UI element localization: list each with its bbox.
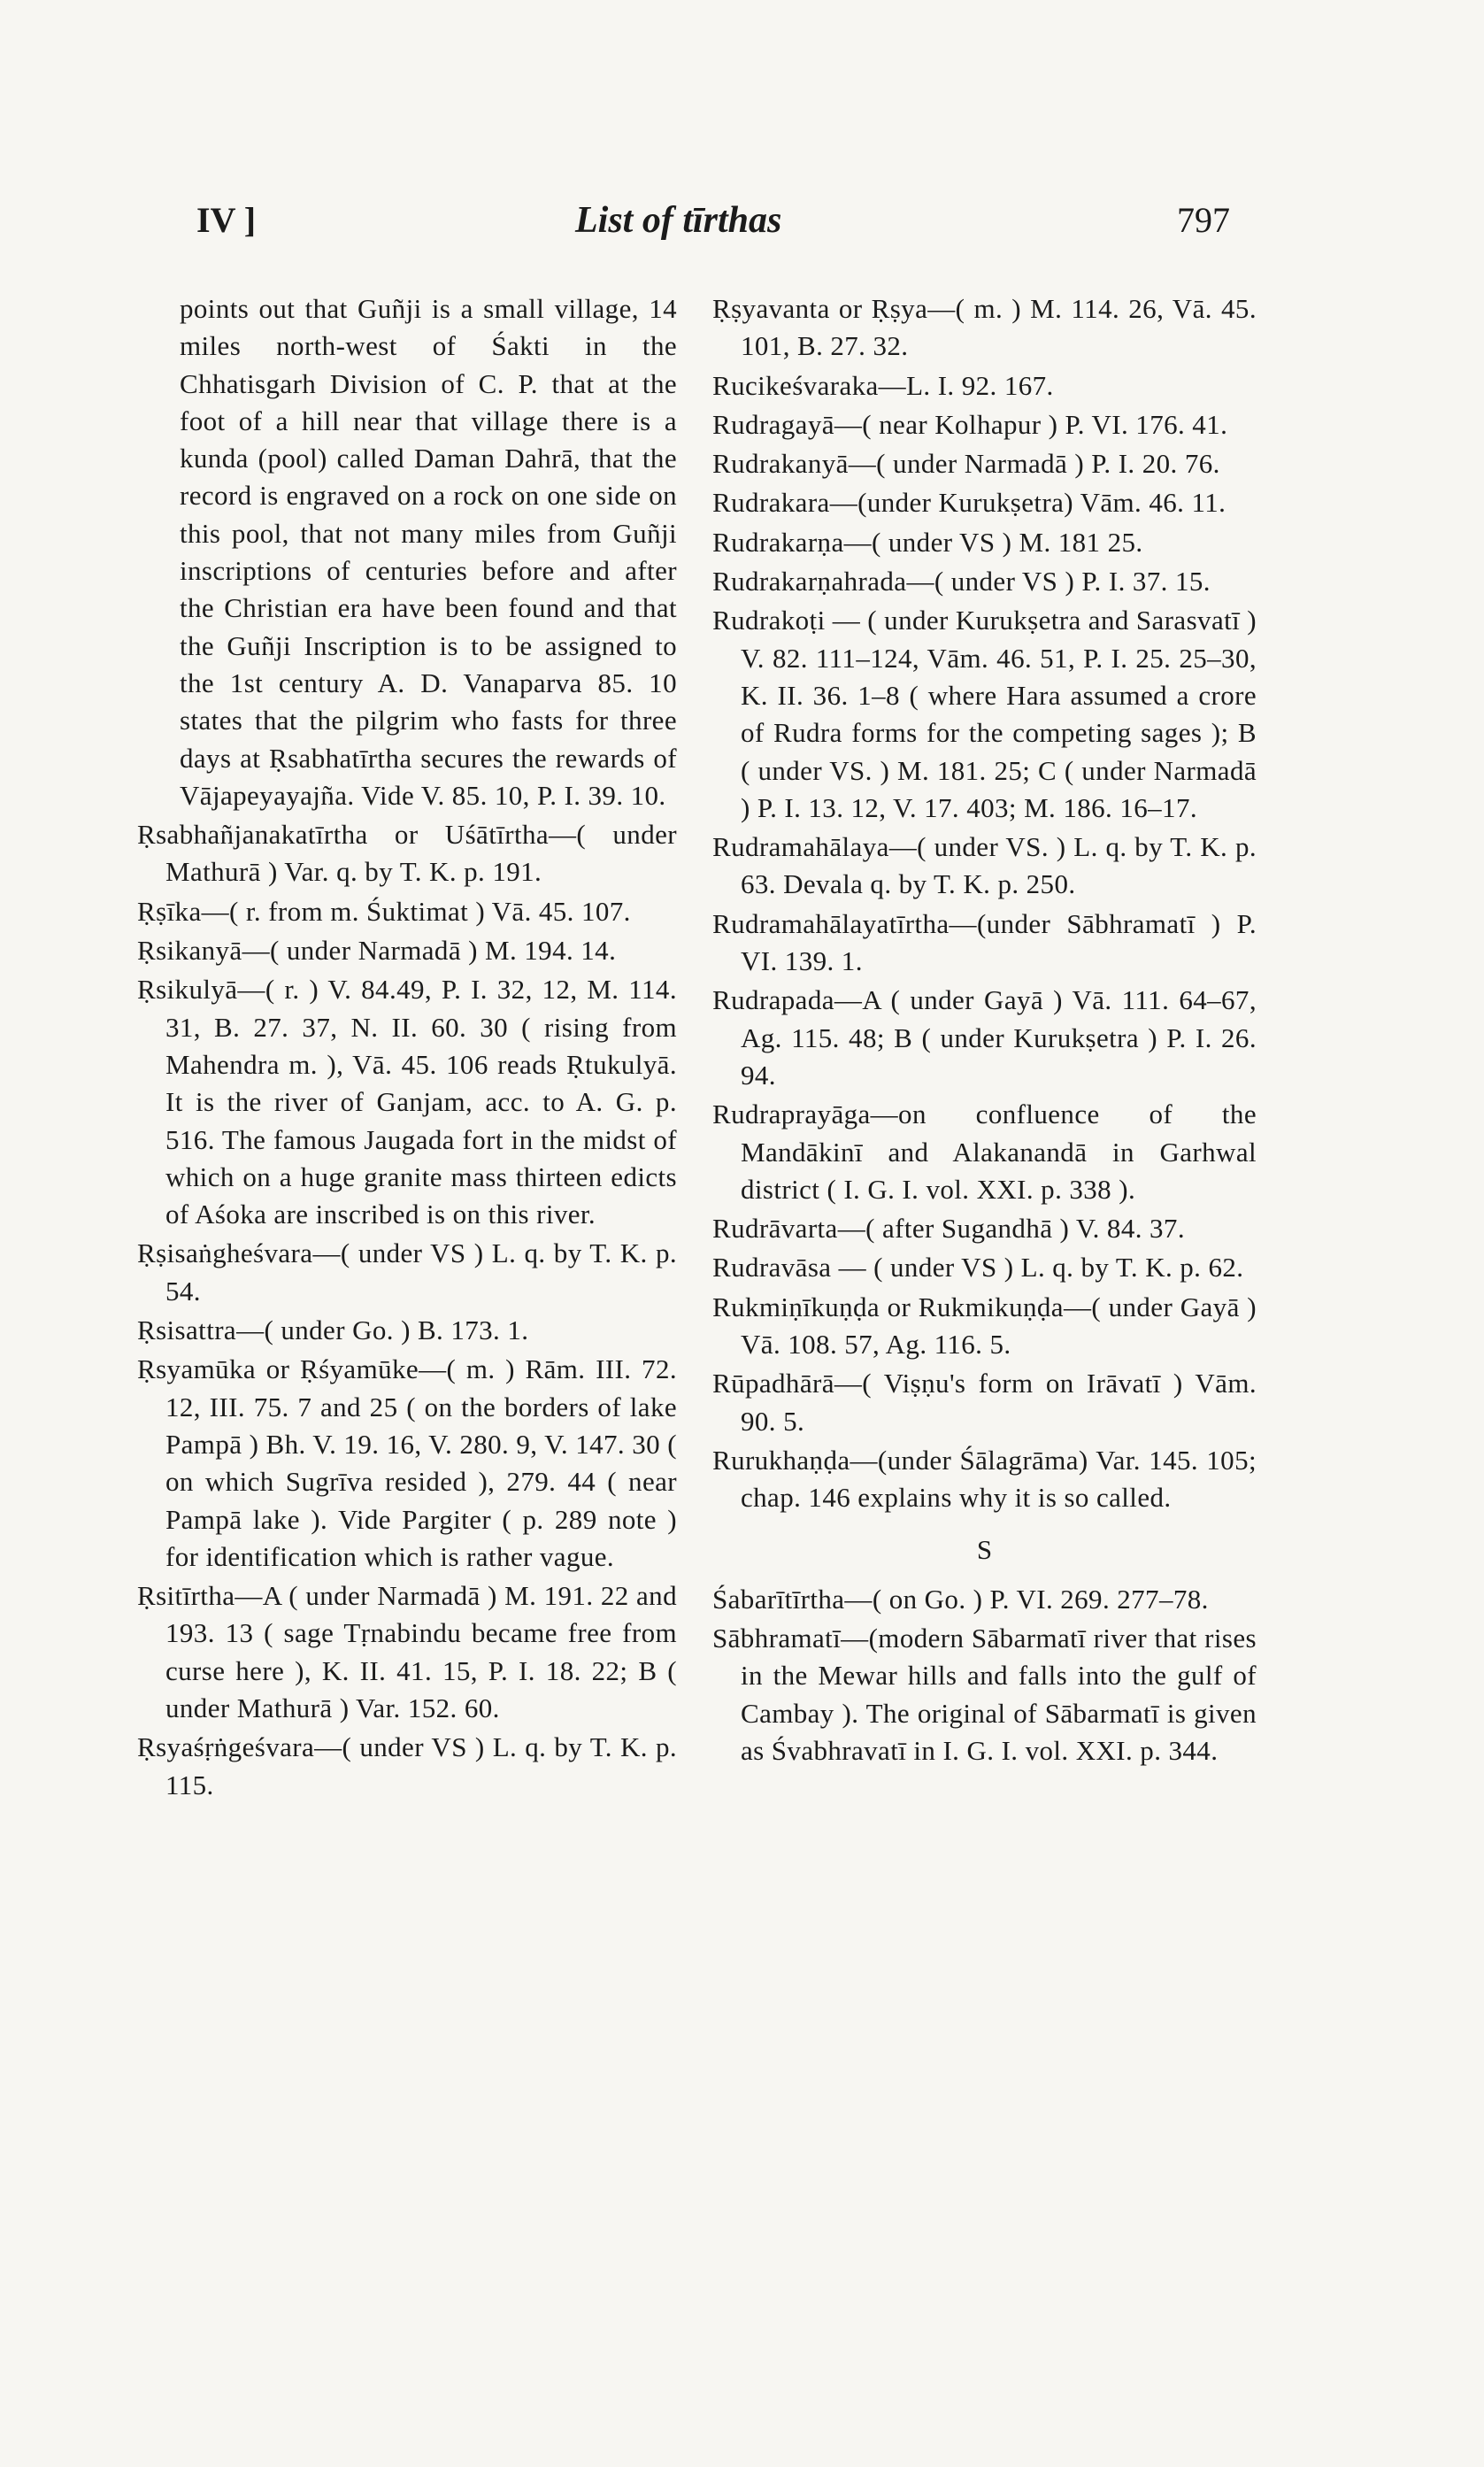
entry: Ṛṣisaṅgheśvara—( under VS ) L. q. by T. K. p. 54. [137,1237,677,1307]
entry: Rurukhaṇḍa—(under Śālagrāma) Var. 145. 105; chap. 146 explains why it is so called. [712,1444,1257,1514]
entry: Rudrakoṭi — ( under Kurukṣetra and Sarasvatī ) V. 82. 111–124, Vām. 46. 51, P. I. 25. 25–30, K. II. 36. 1–8 ( where Hara assumed a crore of Rudra forms for the competing sages ); B ( under VS. ) M. 181. 25; C ( under Narmadā ) P. I. 13. 12, V. 17. 403; M. 186. 16–17. [712,605,1257,823]
entry: Rudramahālaya—( under VS. ) L. q. by T. K. p. 63. Devala q. by T. K. p. 250. [712,831,1257,900]
right-column [712,290,1257,1771]
entry: Ṛsikanyā—( under Narmadā ) M. 194. 14. [137,935,617,967]
entry: Ṛsyamūka or Ṛśyamūke—( m. ) Rām. III. 72. 12, III. 75. 7 and 25 ( on the borders of lake Pampā ) Bh. V. 19. 16, V. 280. 9, V. 147. 30 ( on which Sugrīva resided ), 279. 44 ( near Pampā lake ). Vide Pargiter ( p. 289 note ) for identification which is rather vague. [137,1353,677,1572]
page-header [0,199,1484,252]
entry: Ṛsabhañjanakatīrtha or Uśātīrtha—( under Mathurā ) Var. q. by T. K. p. 191. [137,819,677,888]
entry: Ṛsikulyā—( r. ) V. 84.49, P. I. 32, 12, M. 114. 31, B. 27. 37, N. II. 60. 30 ( rising from Mahendra m. ), Vā. 45. 106 reads Ṛtukulyā. It is the river of Ganjam, acc. to A. G. p. 516. The famous Jaugada fort in the midst of which on a huge granite mass thirteen edicts of Aśoka are inscribed is on this river. [137,974,677,1230]
entry: Rudramahālayatīrtha—(under Sābhramatī ) P. VI. 139. 1. [712,907,1257,977]
entry: Rūpadhārā—( Viṣṇu's form on Irāvatī ) Vām. 90. 5. [712,1368,1257,1437]
entry: Rudrakara—(under Kurukṣetra) Vām. 46. 11. [712,487,1226,519]
entry: Ṛsyaśṛṅgeśvara—( under VS ) L. q. by T. K. p. 115. [137,1731,677,1800]
entry: Rudrapada—A ( under Gayā ) Vā. 111. 64–67, Ag. 115. 48; B ( under Kurukṣetra ) P. I. 26. 94. [712,984,1257,1091]
section-letter: S [976,1533,993,1565]
entry: Sābhramatī—(modern Sābarmatī river that rises in the Mewar hills and falls into the gulf of Cambay ). The original of Sābarmatī is given as Śvabhravatī in I. G. I. vol. XXI. p. 344. [712,1623,1257,1766]
entry: Rudragayā—( near Kolhapur ) P. VI. 176. 41. [712,408,1228,440]
page-title: List of tīrthas [575,200,782,241]
entry: Ṛsitīrtha—A ( under Narmadā ) M. 191. 22 and 193. 13 ( sage Tṛnabindu became free from curse here ), K. II. 41. 15, P. I. 18. 22; B ( under Mathurā ) Var. 152. 60. [137,1580,677,1723]
entry: Rucikeśvaraka—L. I. 92. 167. [712,369,1054,401]
entry: Rudrakarṇa—( under VS ) M. 181 25. [712,526,1143,558]
part-label: IV ] [196,200,257,240]
entry: Rudrakarṇahrada—( under VS ) P. I. 37. 15. [712,566,1211,597]
entry: points out that Guñji is a small village, 14 miles north-west of Śakti in the Chhatisgarh Division of C. P. that at the foot of a hill near that village there is a kunda (pool) called Daman Dahrā, that the record is engraved on a rock on one side on this pool, that not many miles from Guñji inscriptions of centuries before and after the Christian era have been found and that the Guñji Inscription is to be assigned to the 1st century A. D. Vanaparva 85. 10 states that the pilgrim who fasts for three days at Ṛsabhatīrtha secures the rewards of Vājapeyayajña. Vide V. 85. 10, P. I. 39. 10. [180,293,677,811]
entry: Ṛṣyavanta or Ṛṣya—( m. ) M. 114. 26, Vā. 45. 101, B. 27. 32. [712,293,1257,362]
entry: Rudraprayāga—on confluence of the Mandākinī and Alakanandā in Garhwal district ( I. G. I. vol. XXI. p. 338 ). [712,1099,1257,1205]
entry: Ṛsisattra—( under Go. ) B. 173. 1. [137,1314,529,1346]
entry: Ṛṣīka—( r. from m. Śuktimat ) Vā. 45. 107. [137,895,631,927]
entry: Rukmiṇīkuṇḍa or Rukmikuṇḍa—( under Gayā ) Vā. 108. 57, Ag. 116. 5. [712,1291,1257,1361]
entry: Rudravāsa — ( under VS ) L. q. by T. K. p. 62. [712,1252,1244,1284]
entry: Rudrakanyā—( under Narmadā ) P. I. 20. 76. [712,448,1220,480]
page-number: 797 [1177,200,1230,240]
entry: Rudrāvarta—( after Sugandhā ) V. 84. 37. [712,1213,1185,1245]
left-column [137,290,677,1806]
entry: Śabarītīrtha—( on Go. ) P. VI. 269. 277–78. [712,1583,1209,1615]
